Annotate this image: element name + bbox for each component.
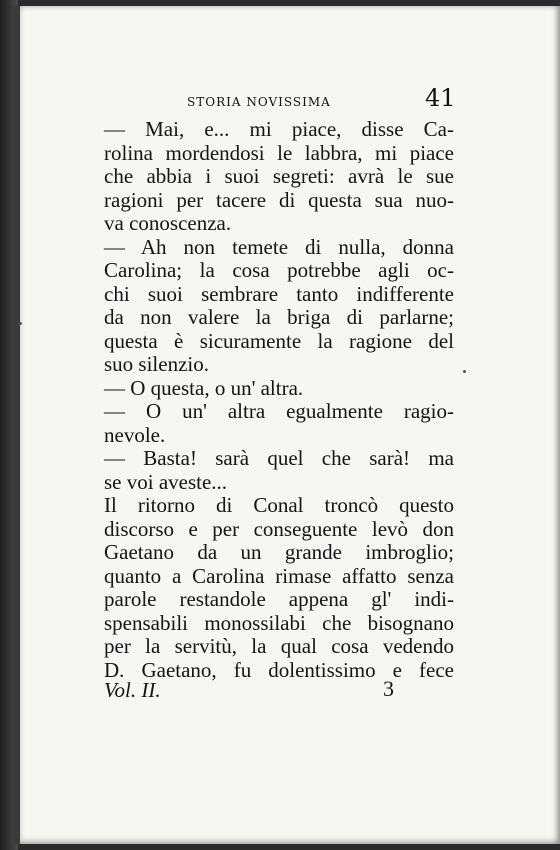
text-line: va conoscenza. bbox=[104, 211, 232, 235]
text-line: questa è sicuramente la ragione del bbox=[104, 328, 454, 353]
text-line: Il ritorno di Conal troncò questo bbox=[104, 493, 454, 517]
text-line: parole restandole appena gl' indi- bbox=[104, 587, 454, 611]
body-text bbox=[104, 118, 454, 682]
text-line: se voi aveste... bbox=[104, 469, 228, 494]
text-line: Carolina; la cosa potrebbe agli oc- bbox=[104, 258, 454, 282]
paper-speck bbox=[19, 322, 22, 325]
signature-mark: 3 bbox=[383, 676, 394, 701]
text-line: ragioni per tacere di questa sua nuo- bbox=[104, 187, 454, 212]
text-line: — O questa, o un' altra. bbox=[104, 375, 304, 400]
text-line: — Mai, e... mi piace, disse Ca- bbox=[104, 117, 454, 141]
page-number: 41 bbox=[425, 84, 456, 112]
text-line: — Ah non temete di nulla, donna bbox=[104, 234, 454, 259]
text-line: — Basta! sarà quel che sarà! ma bbox=[104, 446, 454, 470]
text-line: suo silenzio. bbox=[104, 352, 209, 376]
text-line: che abbia i suoi segreti: avrà le sue bbox=[104, 164, 454, 188]
text-line: rolina mordendosi le labbra, mi piace bbox=[104, 140, 454, 165]
paper-speck bbox=[463, 370, 466, 373]
text-line: discorso e per conseguente levò don bbox=[104, 516, 454, 541]
running-title: STORIA NOVISSIMA bbox=[187, 95, 331, 109]
text-line: — O un' altra egualmente ragio- bbox=[104, 399, 454, 423]
text-line: Gaetano da un grande imbroglio; bbox=[104, 540, 454, 564]
text-line: chi suoi sembrare tanto indifferente bbox=[104, 281, 454, 306]
text-line: per la servitù, la qual cosa vedendo bbox=[104, 634, 454, 658]
text-line: quanto a Carolina rimase affatto senza bbox=[104, 563, 454, 588]
text-line: nevole. bbox=[104, 422, 166, 447]
text-line: spensabili monossilabi che bisognano bbox=[104, 610, 454, 635]
volume-marker: Vol. II. bbox=[104, 678, 161, 702]
text-line: D. Gaetano, fu dolentissimo e fece bbox=[104, 657, 454, 682]
text-line: da non valere la briga di parlarne; bbox=[104, 305, 454, 329]
